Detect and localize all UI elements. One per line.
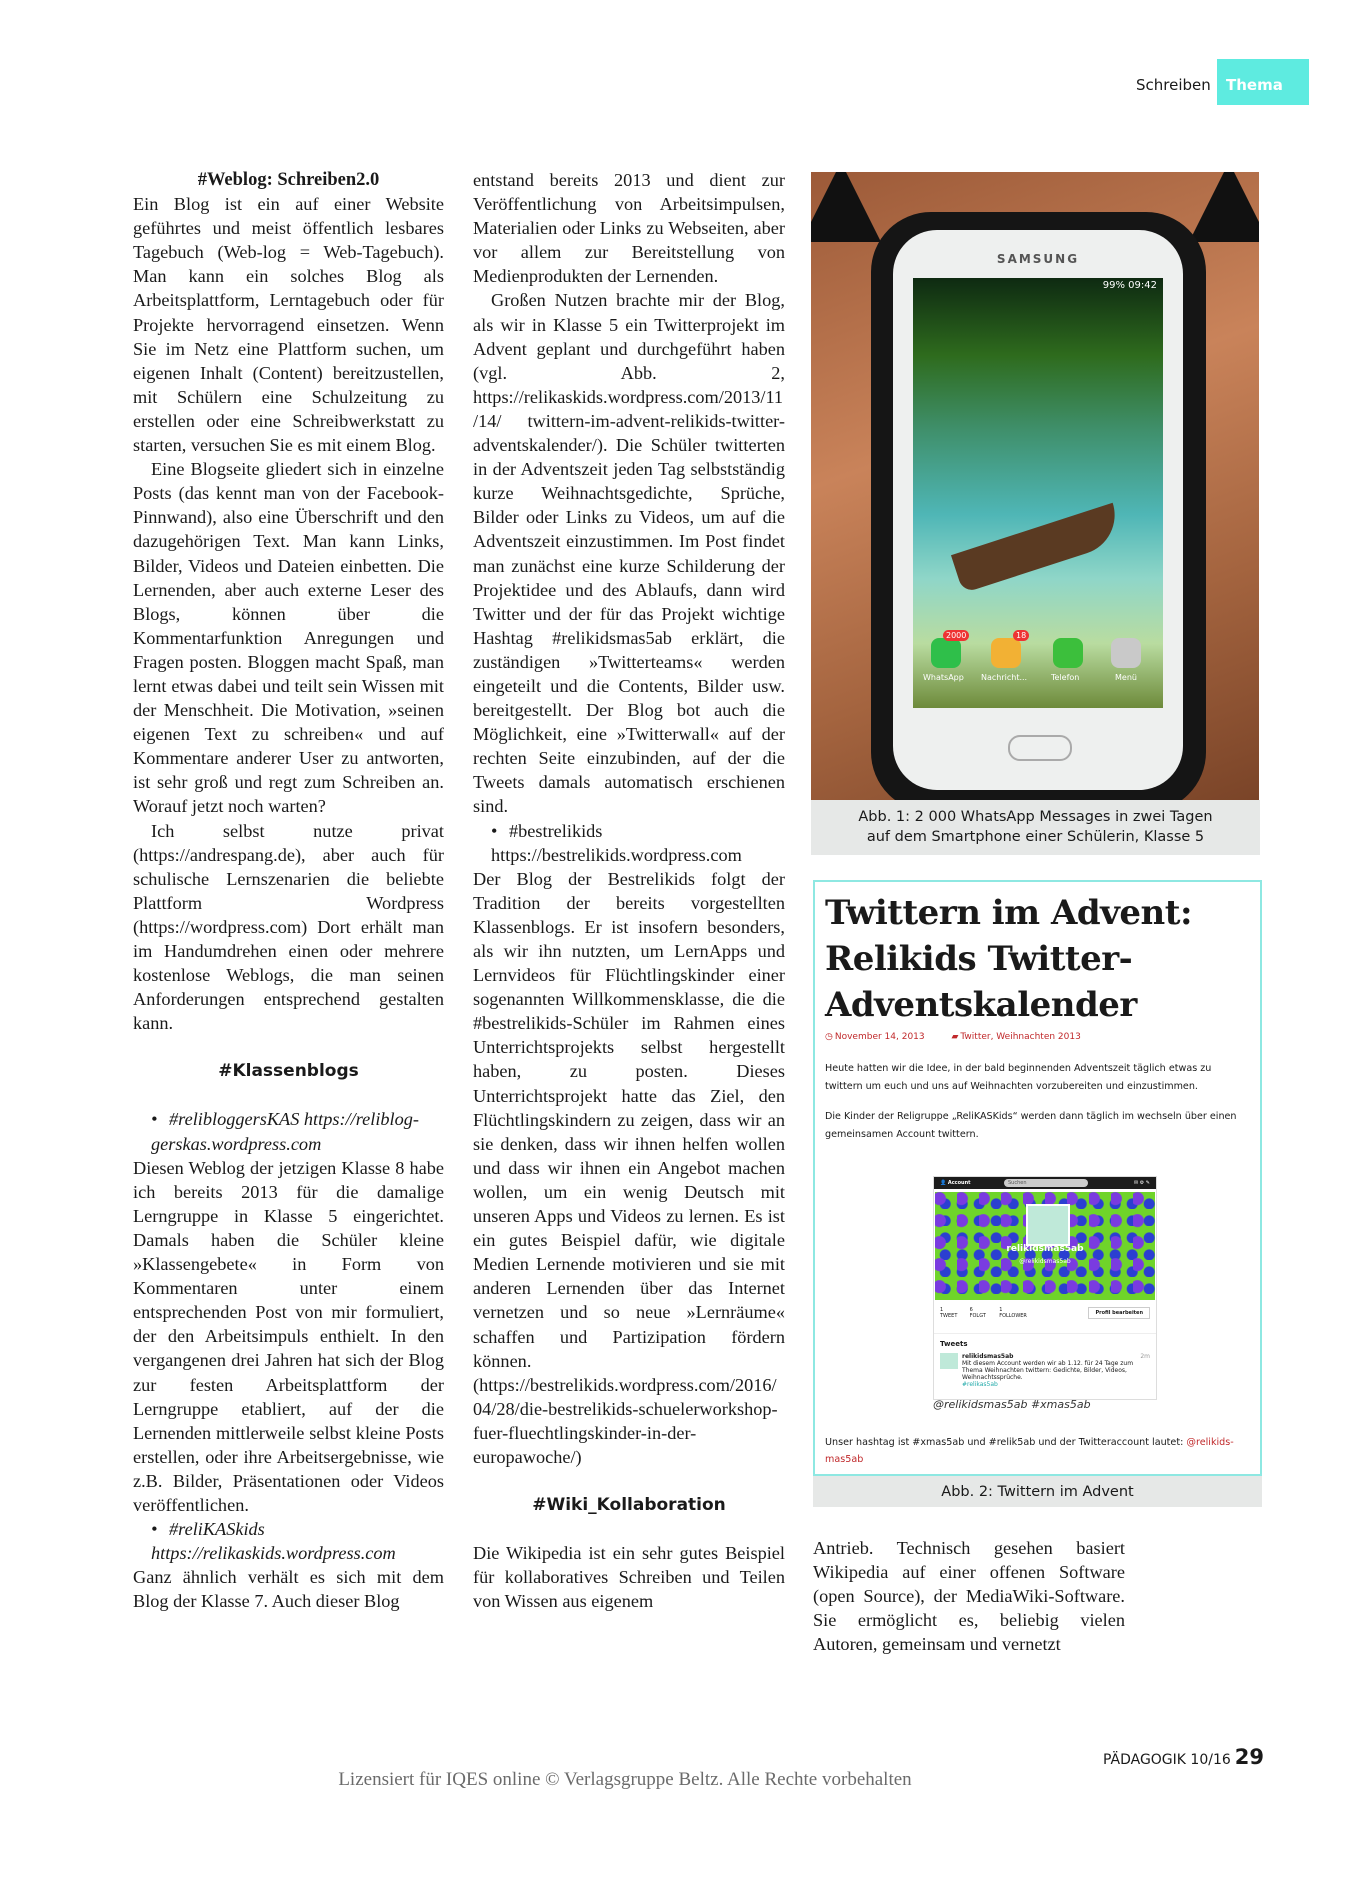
paragraph: entstand bereits 2013 und dient zur Veröffentlichung von Arbeitsimpulsen, Materialien oder Links zu Webseiten, aber vor allem zur Bereitstellung von Medienprodukten der Lernenden. <box>473 170 785 287</box>
twitter-search[interactable]: Suchen <box>1004 1179 1088 1187</box>
phone-icon <box>1053 638 1083 668</box>
tweet-hashtag[interactable]: #relikas5ab <box>962 1381 998 1388</box>
thema-tag: Thema <box>1217 59 1309 105</box>
phone-screen <box>913 278 1163 708</box>
stat <box>999 1307 1033 1319</box>
figure-2-caption: Abb. 2: Twittern im Advent <box>813 1476 1262 1507</box>
page-footer <box>1103 1745 1264 1769</box>
bullet-link[interactable]: • #relibloggersKAS https://relibloggerskas.wordpress.com <box>133 1107 444 1155</box>
footer-text: Unser hashtag ist #xmas5ab und #relik5ab und der Twitteraccount lautet: <box>825 1437 1187 1448</box>
home-button <box>1008 735 1072 761</box>
section-label: Schreiben <box>1136 76 1211 94</box>
caption-line: auf dem Smartphone einer Schülerin, Klasse 5 <box>866 829 1205 845</box>
stat <box>970 1307 998 1319</box>
phone-case <box>871 212 1206 800</box>
profile-avatar <box>1026 1204 1070 1246</box>
paragraph: Die Wikipedia ist ein sehr gutes Beispiel für kollaboratives Schreiben und Teilen von Wissen aus eigenem <box>473 1543 785 1612</box>
user-icon: 👤 <box>940 1180 947 1186</box>
paragraph: Großen Nutzen brachte mir der Blog, als wir in Klasse 5 ein Twitterprojekt im Advent geplant und durchgeführt haben (vgl. Abb. 2, https://relikaskids.wordpress.com/2013/11/14/ twittern-im-advent-relikids-twitter-adventskalender/). Die Schüler twitterten in der Adventszeit jeden Tag selbstständig kurze Weihnachtsgedichte, Sprüche, Bilder oder Links zu Videos, um auf die Adventszeit einzustimmen. Im Post findet man zunächst eine kurze Schilderung der Projektidee und des Ablaufs, dann wird Twitter und der für das Projekt wichtige Hashtag #relikidsmas5ab erklärt, die zuständigen »Twitterteams« werden eingeteilt und die Contents, Bilder usw. bereitgestellt. Der Blog bot auch die Möglichkeit, eine »Twitterwall« auf der rechten Seite einzubinden, auf der die Tweets damals automatisch erschienen sind. <box>473 290 785 817</box>
paragraph: Diesen Weblog der jetzigen Klasse 8 habe ich bereits 2013 für die damalige Lerngruppe in Klasse 5 eingerichtet. Damals haben die Schüler kleine »Klassengebete« in Form von Kommentaren unter einem entsprechenden Post von mir formuliert, der den Arbeitsimpuls enthielt. In den vergangenen drei Jahren hat sich der Blog zur festen Arbeitsplattform der Lerngruppe etabliert, auf der die Lernenden mittlerweile selbst kleine Posts erstellen, oder ihre Arbeitsergebnisse, wie z.B. Bilder, Präsentationen oder Videos veröffentlichen. <box>133 1157 444 1515</box>
post-meta <box>825 1032 1260 1042</box>
post-footer-text <box>825 1434 1250 1468</box>
account-label: Account <box>947 1180 971 1186</box>
column-2 <box>473 168 785 1613</box>
caption-line: Abb. 1: 2 000 WhatsApp Messages in zwei Tagen <box>858 809 1213 825</box>
heading-wiki: #Wiki_Kollaboration <box>532 1495 726 1516</box>
license-notice: Lizensiert für IQES online © Verlagsgruppe Beltz. Alle Rechte vorbehalten <box>338 1769 912 1790</box>
menu-icon <box>1111 638 1141 668</box>
image-caption: @relikidsmas5ab #xmas5ab <box>933 1398 1091 1411</box>
stat-label: TWEET <box>940 1313 958 1319</box>
stat <box>940 1307 968 1319</box>
phone-brand: SAMSUNG <box>996 252 1080 266</box>
paragraph: Ich selbst nutze privat (https://andrespang.de), aber auch für schulische Lernszenarien die beliebte Plattform Wordpress (https://wordpress.com) Dort erhält man im Handumdrehen einen oder mehrere kostenlose Weblogs, die man seinen Anforderungen entsprechend gestalten kann. <box>133 820 444 1034</box>
twitter-topbar <box>934 1177 1156 1189</box>
badge: 18 <box>1013 630 1029 641</box>
boat-image <box>951 503 1125 594</box>
page-number: 29 <box>1234 1745 1264 1769</box>
tweets-section <box>934 1334 1156 1394</box>
blog-post-title: Twittern im Advent: Relikids Twitter-Adventskalender <box>825 893 1193 1025</box>
status-bar: 99% 09:42 <box>1102 280 1157 291</box>
smartphone-photo <box>811 172 1259 800</box>
badge: 2000 <box>943 630 969 641</box>
paragraph: Eine Blogseite gliedert sich in einzelne Posts (das kennt man von der Facebook-Pinnwand), also eine Überschrift und den dazugehörigen Text. Man kann Links, Bilder, Videos und Dateien einbetten. Die Lernenden, aber auch externe Leser des Blogs, können über die Kommentarfunktion Anregungen und Fragen posten. Bloggen macht Spaß, man lernt etwas dabei und teilt sein Wissen mit der Menschheit. Die Motivation, »seinen eigenen Text zu schreiben« und auf Kommentare anderer User zu antworten, ist sehr groß und regt zum Schreiben an. Worauf jetzt noch warten? <box>133 459 444 817</box>
phone <box>893 230 1183 790</box>
stat-label: FOLGT <box>969 1313 986 1319</box>
profile-banner <box>935 1192 1155 1300</box>
paragraph: Der Blog der Bestrelikids folgt der Tradition der bereits vorgestellten Klassenblogs. Er ist insofern besonders, als wir ihn nutzten, um LernApps und Lernvideos für Flüchtlingskinder einer sogenannten Willkommensklasse, die die #bestrelikids-Schüler im Rahmen eines Unterrichtsprojekts selbst hergestellt haben, zu posten. Dieses Unterrichtsprojekt hatte das Ziel, den Flüchtlingskindern zu zeigen, dass wir an sie denken, dass wir ihnen helfen wollen und dass wir ihnen ein Angebot machen wollen, um ein wenig Deutsch mit unseren Apps und Videos zu lernen. Es ist ein gutes Beispiel dafür, wie digitale Medien Lernende motivieren und sie mit anderen Lernenden über das Internet vernetzen und so neue »Lernräume« schaffen und Partizipation fördern können. (https://bestrelikids.wordpress.com/2016/04/28/die-bestrelikids-schuelerworkshop-fuer-fluechtlingskinder-in-der-europawoche/) <box>473 868 785 1467</box>
tweet-time: 2m <box>1140 1353 1150 1360</box>
post-date[interactable]: November 14, 2013 <box>834 1032 925 1042</box>
paragraph: Ein Blog ist ein auf einer Website geführtes und meist öffentlich lesbares Tagebuch (Web-log = Web-Tagebuch). Man kann ein solches Blog als Arbeitsplattform, Lerntagebuch oder für Projekte hervorragend einsetzen. Wenn Sie im Netz eine Plattform suchen, um eigenen Inhalt (Content) bereitzustellen, mit Schülern eine Schulzeitung zu erstellen oder eine Schreibwerkstatt zu starten, versuchen Sie es mit einem Blog. <box>133 194 444 456</box>
tweet-text: Mit diesem Account werden wir ab 1.12. für 24 Tage zum Thema Weihnachten twittern: Gedichte, Bilder, Videos, Weihnachtssprüche. <box>962 1360 1134 1381</box>
heading-klassenblogs: #Klassenblogs <box>218 1061 359 1082</box>
tweet-avatar <box>940 1353 958 1369</box>
profile-stats <box>934 1303 1156 1334</box>
figure-1-caption <box>811 800 1260 855</box>
app-label: Menü <box>1115 673 1137 682</box>
edit-profile-button[interactable]: Profil bearbeiten <box>1088 1307 1150 1319</box>
cat-ear-left <box>811 172 881 242</box>
account-link[interactable]: @relikids-mas5ab <box>825 1437 1234 1465</box>
stat-value: 1 <box>940 1307 944 1313</box>
post-text: Die Kinder der Religruppe „ReliKASKids“ werden dann täglich im wechseln über einen gemeinsamen Account twittern. <box>825 1111 1237 1140</box>
app-label: Nachricht... <box>981 673 1028 682</box>
compose-icon: ✉ ⚙ ✎ <box>1133 1180 1150 1186</box>
profile-handle: @relikidsmas5ab <box>1019 1258 1071 1265</box>
paragraph: Antrieb. Technisch gesehen basiert Wikipedia auf einer offenen Software (open Source), der MediaWiki-Software. Sie ermöglicht es, beliebig vielen Autoren, gemeinsam und vernetzt <box>813 1538 1125 1655</box>
post-categories[interactable]: Twitter, Weihnachten 2013 <box>960 1032 1081 1042</box>
tweets-heading: Tweets <box>940 1340 968 1348</box>
cat-ear-right <box>1189 172 1259 242</box>
profile-name: relikidsmas5ab <box>1006 1244 1084 1254</box>
stat-label: FOLLOWER <box>999 1313 1027 1319</box>
paragraph: Ganz ähnlich verhält es sich mit dem Blog der Klasse 7. Auch dieser Blog <box>133 1567 444 1612</box>
app-label: WhatsApp <box>923 673 964 682</box>
messages-icon <box>991 638 1021 668</box>
tweet <box>940 1353 1150 1388</box>
journal-issue: PÄDAGOGIK 10/16 <box>1102 1752 1231 1768</box>
app-label: Telefon <box>1051 673 1080 682</box>
heading-weblog: #Weblog: Schreiben2.0 <box>197 170 380 190</box>
column-1 <box>133 168 444 1613</box>
stat-value: 6 <box>969 1307 973 1313</box>
column-3 <box>813 1536 1125 1656</box>
tweet-author: relikidsmas5ab <box>962 1353 1014 1360</box>
post-text: Heute hatten wir die Idee, in der bald beginnenden Adventszeit täglich etwas zu twittern um euch und uns auf Weihnachten vorzubereiten und einzustimmen. <box>825 1063 1212 1092</box>
stat-value: 1 <box>999 1307 1003 1313</box>
twitter-profile-screenshot <box>933 1176 1157 1400</box>
blog-post-screenshot <box>813 880 1262 1476</box>
whatsapp-icon <box>931 638 961 668</box>
bullet-link[interactable]: • #bestrelikids https://bestrelikids.wordpress.com <box>473 819 785 867</box>
bullet-link[interactable]: • #reliKASkids https://relikaskids.wordpress.com <box>133 1517 444 1565</box>
folder-icon: ▰ <box>951 1032 959 1042</box>
clock-icon: ◷ <box>825 1032 833 1042</box>
